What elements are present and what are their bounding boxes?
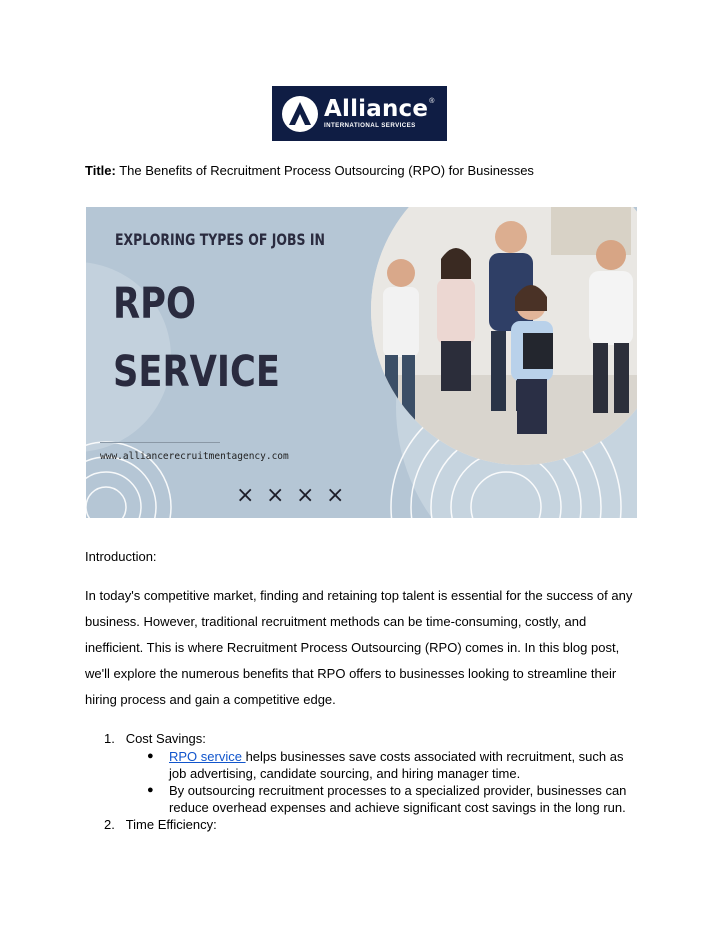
list-label: Cost Savings: [125,731,206,746]
intro-line: we'll explore the numerous benefits that RPO offers to businesses looking to streamline their [85,666,617,681]
banner-image [86,207,637,518]
banner-rpo: RPO [113,279,196,329]
close-x-icon: × [236,483,255,508]
bullet-icon: ● [147,784,154,796]
intro-line: inefficient. This is where Recruitment Process Outsourcing (RPO) comes in. In this blog post, [85,640,620,655]
company-logo [272,86,447,141]
intro-line: business. However, traditional recruitment methods can be time-consuming, costly, and [85,614,587,629]
bullet-text [169,748,639,782]
close-x-icon: × [326,483,345,508]
title-text: The Benefits of Recruitment Process Outsourcing (RPO) for Businesses [119,163,534,178]
alliance-a-logo-icon [282,96,318,132]
banner-url: www.alliancerecruitmentagency.com [100,451,289,462]
bullet-text: By outsourcing recruitment processes to a specialized provider, businesses can reduce overhead expenses and achieve significant cost savings in the long run. [169,783,627,815]
close-x-icon: × [296,483,315,508]
logo-registered-mark: ® [429,97,435,105]
document-title [85,163,534,178]
banner-heading: EXPLORING TYPES OF JOBS IN [115,230,325,249]
intro-heading: Introduction: [85,549,157,564]
logo-subtitle: INTERNATIONAL SERVICES [324,121,416,129]
list-item [104,731,206,746]
bullet-text-rest: helps businesses save costs associated with recruitment, such as job advertising, candidate sourcing, and hiring manager time. [169,749,624,781]
list-number: 2. [104,817,115,832]
intro-paragraph [85,583,645,713]
list-number: 1. [104,731,115,746]
bullet-icon: ● [147,750,154,762]
intro-line: hiring process and gain a competitive edge. [85,692,336,707]
close-x-icon: × [266,483,285,508]
list-item [104,817,217,832]
rpo-service-link[interactable]: RPO service [169,749,246,764]
intro-line: In today's competitive market, finding and retaining top talent is essential for the success of any [85,588,633,603]
title-label: Title: [85,163,116,178]
banner-service: SERVICE [113,347,281,397]
logo-name: Alliance [324,95,429,122]
banner-divider [100,442,220,443]
list-label: Time Efficiency: [125,817,217,832]
